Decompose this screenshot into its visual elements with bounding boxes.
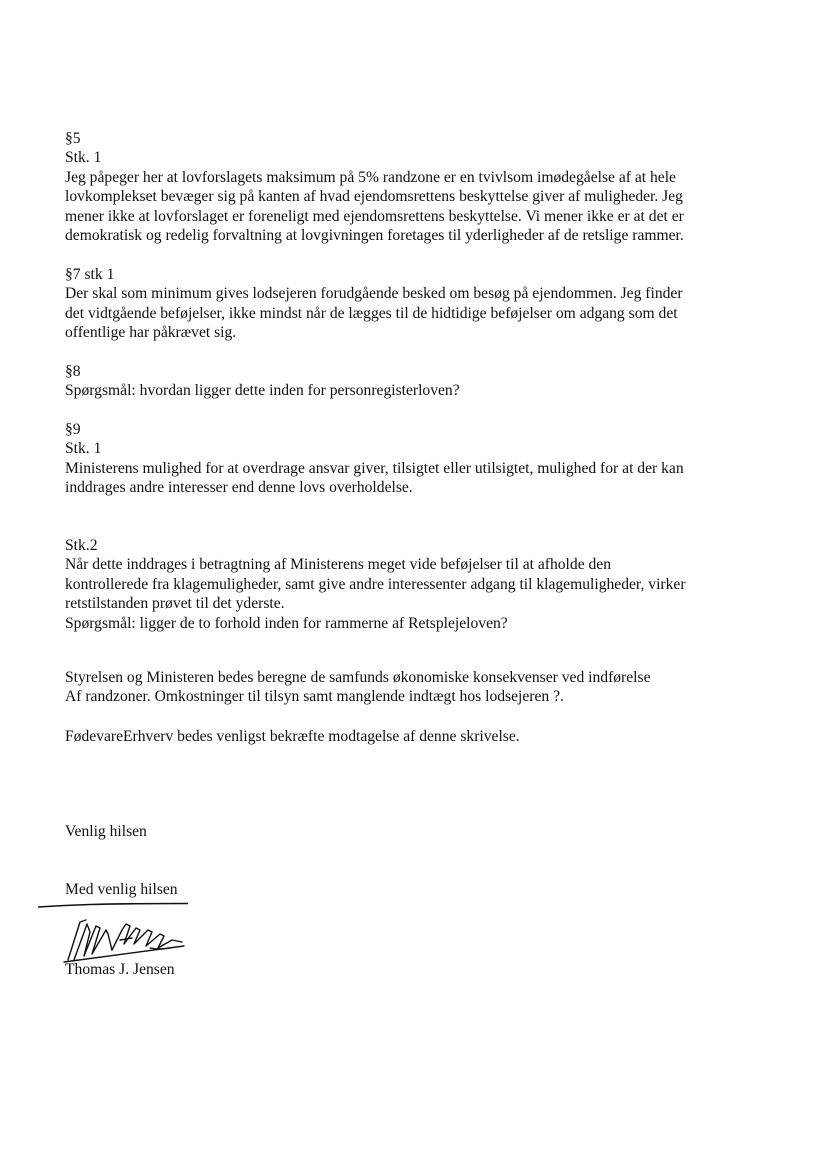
paragraph-line: Spørgsmål: ligger de to forhold inden for rammerne af Retsplejeloven? (65, 614, 508, 632)
closing-text: Med venlig hilsen (65, 881, 178, 898)
paragraph-line: Når dette inddrages i betragtning af Ministerens meget vide beføjelser til at afholde den (65, 556, 612, 574)
paragraph-line: retstilstanden prøvet til det yderste. (65, 595, 285, 613)
handwritten-signature (60, 910, 200, 976)
paragraph-line: Der skal som minimum gives lodsejeren forudgående besked om besøg på ejendommen. Jeg finder (65, 285, 683, 303)
section-heading: §8 (65, 363, 81, 380)
section-subheading: Stk. 1 (65, 149, 102, 167)
paragraph-line: mener ikke at lovforslaget er foreneligt med ejendomsrettens beskyttelse. Vi mener ikke er at det er (65, 207, 684, 225)
paragraph-line: Ministerens mulighed for at overdrage ansvar giver, tilsigtet eller utilsigtet, mulighed for at der kan (65, 459, 684, 477)
cost-request (65, 668, 755, 707)
section-subheading: Stk. 1 (65, 440, 102, 458)
paragraph-line: Spørgsmål: hvordan ligger dette inden for personregisterloven? (65, 382, 460, 400)
closing-text: Venlig hilsen (65, 823, 147, 840)
paragraph-line: offentlige har påkrævet sig. (65, 324, 237, 342)
section-subheading: Stk.2 (65, 537, 98, 554)
paragraph-line: det vidtgående beføjelser, ikke mindst når de lægges til de hidtidige beføjelser om adgang som det (65, 304, 678, 322)
acknowledgement-request (65, 727, 755, 746)
section-heading: §9 (65, 421, 81, 438)
section-7 (65, 265, 755, 343)
paragraph-line: inddrages andre interesser end denne lovs overholdelse. (65, 479, 413, 497)
signatory-name: Thomas J. Jensen (65, 961, 175, 978)
section-9-stk-2 (65, 536, 755, 633)
section-8 (65, 362, 755, 401)
signature-line (38, 902, 188, 908)
paragraph-line: Styrelsen og Ministeren bedes beregne de samfunds økonomiske konsekvenser ved indførelse (65, 669, 651, 686)
section-heading: §5 (65, 130, 81, 147)
paragraph-line: demokratisk og redelig forvaltning at lovgivningen foretages til yderligheder af de retslige rammer. (65, 227, 684, 245)
paragraph-line: Jeg påpeger her at lovforslagets maksimum på 5% randzone er en tvivlsom imødegåelse af at hele (65, 168, 676, 186)
section-9 (65, 420, 755, 498)
section-5 (65, 129, 755, 245)
paragraph-line: FødevareErhverv bedes venligst bekræfte modtagelse af denne skrivelse. (65, 728, 520, 745)
paragraph-line: Af randzoner. Omkostninger til tilsyn samt manglende indtægt hos lodsejeren ?. (65, 688, 564, 706)
section-heading: §7 stk 1 (65, 266, 115, 283)
paragraph-line: kontrollerede fra klagemuligheder, samt give andre interessenter adgang til klagemuligheder, virker (65, 575, 686, 593)
paragraph-line: lovkomplekset bevæger sig på kanten af hvad ejendomsrettens beskyttelse giver af muligheder. Jeg (65, 188, 683, 206)
closing-greeting (65, 822, 755, 841)
closing-greeting-formal (65, 880, 755, 899)
